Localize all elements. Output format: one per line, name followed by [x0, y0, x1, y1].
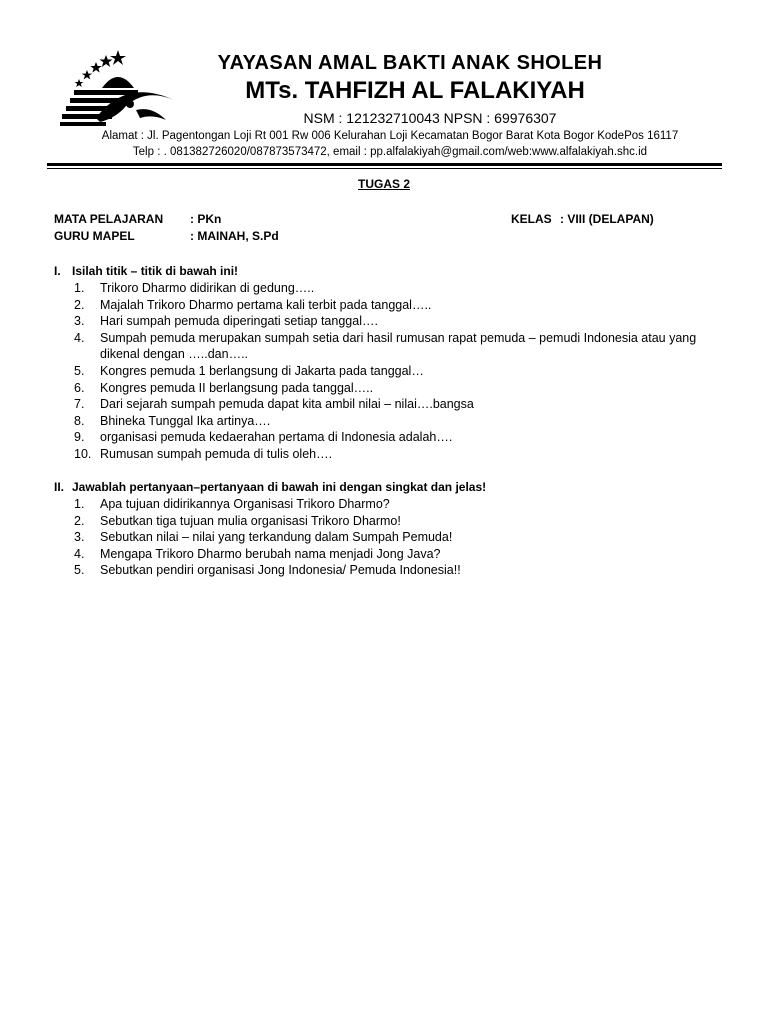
item-number: 3. [74, 530, 85, 545]
document-title: TUGAS 2 [357, 177, 410, 191]
item-number: 4. [74, 330, 85, 345]
section-2-list [54, 496, 724, 579]
item-number: 4. [74, 546, 85, 561]
list-item [54, 280, 724, 297]
item-number: 8. [74, 413, 85, 428]
section-2-number: II. [54, 480, 65, 494]
teacher-label: GURU MAPEL [54, 229, 135, 243]
item-text: Mengapa Trikoro Dharmo berubah nama menjadi Jong Java? [100, 546, 441, 561]
item-text: Kongres pemuda 1 berlangsung di Jakarta pada tanggal… [100, 363, 424, 378]
teacher-value: : MAINAH, S.Pd [190, 229, 279, 243]
class-value: : VIII (DELAPAN) [560, 212, 654, 226]
school-address: Alamat : Jl. Pagentongan Loji Rt 001 Rw 006 Kelurahan Loji Kecamatan Bogor Barat Kota Bogor KodePos 16117 [101, 130, 679, 142]
item-number: 9. [74, 430, 85, 445]
school-contact: Telp : . 081382726020/087873573472, email : pp.alfalakiyah@gmail.com/web:www.alfalakiyah.shc.id [132, 146, 648, 158]
foundation-name: YAYASAN AMAL BAKTI ANAK SHOLEH [217, 52, 603, 74]
item-number: 2. [74, 513, 85, 528]
section-2-heading [54, 480, 486, 494]
subject-label: MATA PELAJARAN [54, 212, 164, 226]
letterhead [180, 50, 640, 128]
item-number: 6. [74, 380, 85, 395]
header-divider-thin [47, 168, 722, 169]
item-text: Rumusan sumpah pemuda di tulis oleh…. [100, 446, 333, 461]
list-item [54, 496, 724, 513]
header-divider-thick [47, 163, 722, 166]
section-2-title: Jawablah pertanyaan–pertanyaan di bawah ini dengan singkat dan jelas! [72, 480, 487, 494]
item-text: Kongres pemuda II berlangsung pada tanggal….. [100, 380, 374, 395]
item-text: Sumpah pemuda merupakan sumpah setia dari hasil rumusan rapat pemuda – pemudi Indonesia atau yang dikenal dengan …..dan….. [100, 330, 697, 362]
item-text: Bhineka Tunggal Ika artinya…. [100, 413, 271, 428]
section-1-title: Isilah titik – titik di bawah ini! [72, 264, 239, 278]
list-item [54, 297, 724, 314]
item-number: 1. [74, 281, 85, 295]
item-text: Sebutkan tiga tujuan mulia organisasi Trikoro Dharmo! [100, 513, 401, 528]
school-name: MTs. TAHFIZH AL FALAKIYAH [245, 77, 585, 104]
list-item [54, 513, 724, 530]
school-address-block [40, 128, 740, 160]
list-item [54, 363, 724, 380]
item-number: 2. [74, 297, 85, 312]
item-number: 10. [74, 446, 92, 461]
item-number: 7. [74, 397, 85, 412]
list-item [54, 546, 724, 563]
subject-value: : PKn [190, 212, 222, 226]
item-text: Apa tujuan didirikannya Organisasi Trikoro Dharmo? [100, 497, 390, 511]
section-1-heading [54, 264, 238, 278]
list-item [54, 413, 724, 430]
item-text: Hari sumpah pemuda diperingati setiap tanggal…. [100, 314, 378, 329]
list-item [54, 396, 724, 413]
item-text: Sebutkan nilai – nilai yang terkandung dalam Sumpah Pemuda! [100, 530, 453, 545]
item-number: 1. [74, 497, 85, 511]
section-1-list [54, 280, 724, 463]
item-text: Dari sejarah sumpah pemuda dapat kita ambil nilai – nilai….bangsa [100, 397, 474, 412]
list-item [54, 529, 724, 546]
list-item [54, 429, 724, 446]
item-text: Majalah Trikoro Dharmo pertama kali terbit pada tanggal….. [100, 297, 432, 312]
item-text: organisasi pemuda kedaerahan pertama di Indonesia adalah…. [100, 430, 453, 445]
school-logo [56, 48, 180, 128]
item-number: 5. [74, 563, 85, 578]
item-text: Sebutkan pendiri organisasi Jong Indonesia/ Pemuda Indonesia!! [100, 563, 461, 578]
list-item [54, 446, 724, 463]
item-text: Trikoro Dharmo didirikan di gedung….. [100, 281, 315, 295]
section-1-number: I. [54, 264, 61, 278]
list-item [54, 330, 724, 363]
class-label: KELAS [511, 212, 552, 226]
item-number: 5. [74, 363, 85, 378]
item-number: 3. [74, 314, 85, 329]
school-nsm: NSM : 121232710043 NPSN : 69976307 [303, 110, 557, 126]
list-item [54, 313, 724, 330]
list-item [54, 562, 724, 579]
list-item [54, 380, 724, 397]
